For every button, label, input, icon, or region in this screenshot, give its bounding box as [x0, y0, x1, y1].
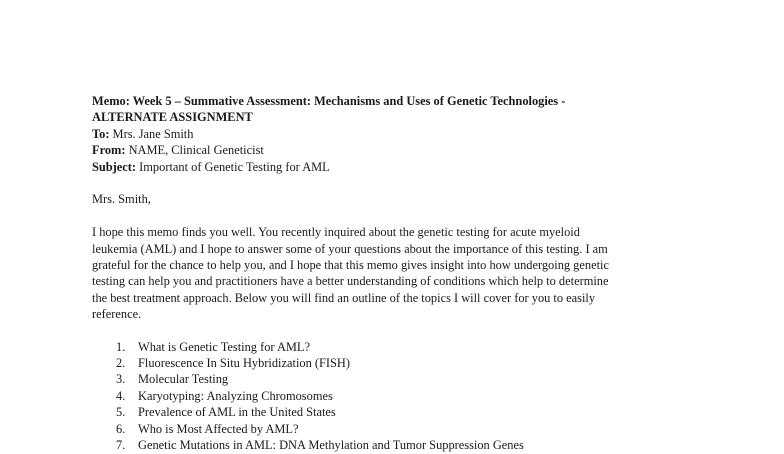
list-item [92, 371, 692, 387]
list-item [92, 404, 692, 420]
memo-to-label: To: [92, 126, 110, 141]
memo-subject [92, 159, 692, 175]
intro-line: testing can help you and practitioners have a better understanding of conditions which help to determine [92, 274, 609, 289]
list-item-number: 2. [116, 356, 126, 371]
list-item-text: Who is Most Affected by AML? [138, 421, 299, 436]
list-item [92, 388, 692, 404]
intro-line: reference. [92, 307, 142, 322]
memo-to [92, 126, 692, 142]
list-item-text: Molecular Testing [138, 372, 229, 387]
topics-list [92, 339, 692, 454]
list-item-number: 4. [116, 388, 126, 403]
memo-from [92, 142, 692, 158]
memo-title-line-1: Memo: Week 5 – Summative Assessment: Mechanisms and Uses of Genetic Technologies - [92, 94, 566, 108]
memo-salutation: Mrs. Smith, [92, 192, 151, 207]
intro-line: the best treatment approach. Below you will find an outline of the topics I will cover for you to easily [92, 290, 596, 305]
intro-line: leukemia (AML) and I hope to answer some of your questions about the importance of this testing. I am [92, 241, 608, 256]
list-item [92, 421, 692, 437]
list-item-number: 3. [116, 372, 126, 387]
list-item-text: Karyotyping: Analyzing Chromosomes [138, 388, 333, 403]
memo-from-value: NAME, Clinical Geneticist [125, 143, 264, 158]
list-item-number: 7. [116, 438, 126, 453]
intro-paragraph [92, 224, 692, 322]
list-item-text: Genetic Mutations in AML: DNA Methylation and Tumor Suppression Genes [138, 438, 524, 453]
intro-line: grateful for the chance to help you, and I hope that this memo gives insight into how undergoing genetic [92, 258, 609, 273]
list-item [92, 339, 692, 355]
memo-document [92, 93, 692, 454]
memo-subject-value: Important of Genetic Testing for AML [136, 159, 330, 174]
memo-to-value: Mrs. Jane Smith [109, 126, 194, 141]
memo-title-line-2: ALTERNATE ASSIGNMENT [92, 110, 253, 125]
memo-from-label: From: [92, 143, 126, 158]
list-item-number: 6. [116, 421, 126, 436]
list-item [92, 355, 692, 371]
list-item [92, 437, 692, 453]
intro-line: I hope this memo finds you well. You recently inquired about the genetic testing for acute myeloid [92, 225, 580, 240]
list-item-text: Fluorescence In Situ Hybridization (FISH) [138, 356, 350, 371]
list-item-text: What is Genetic Testing for AML? [138, 339, 310, 354]
list-item-text: Prevalence of AML in the United States [138, 405, 336, 420]
list-item-number: 1. [116, 339, 126, 354]
list-item-number: 5. [116, 405, 126, 420]
memo-subject-label: Subject: [92, 159, 137, 174]
